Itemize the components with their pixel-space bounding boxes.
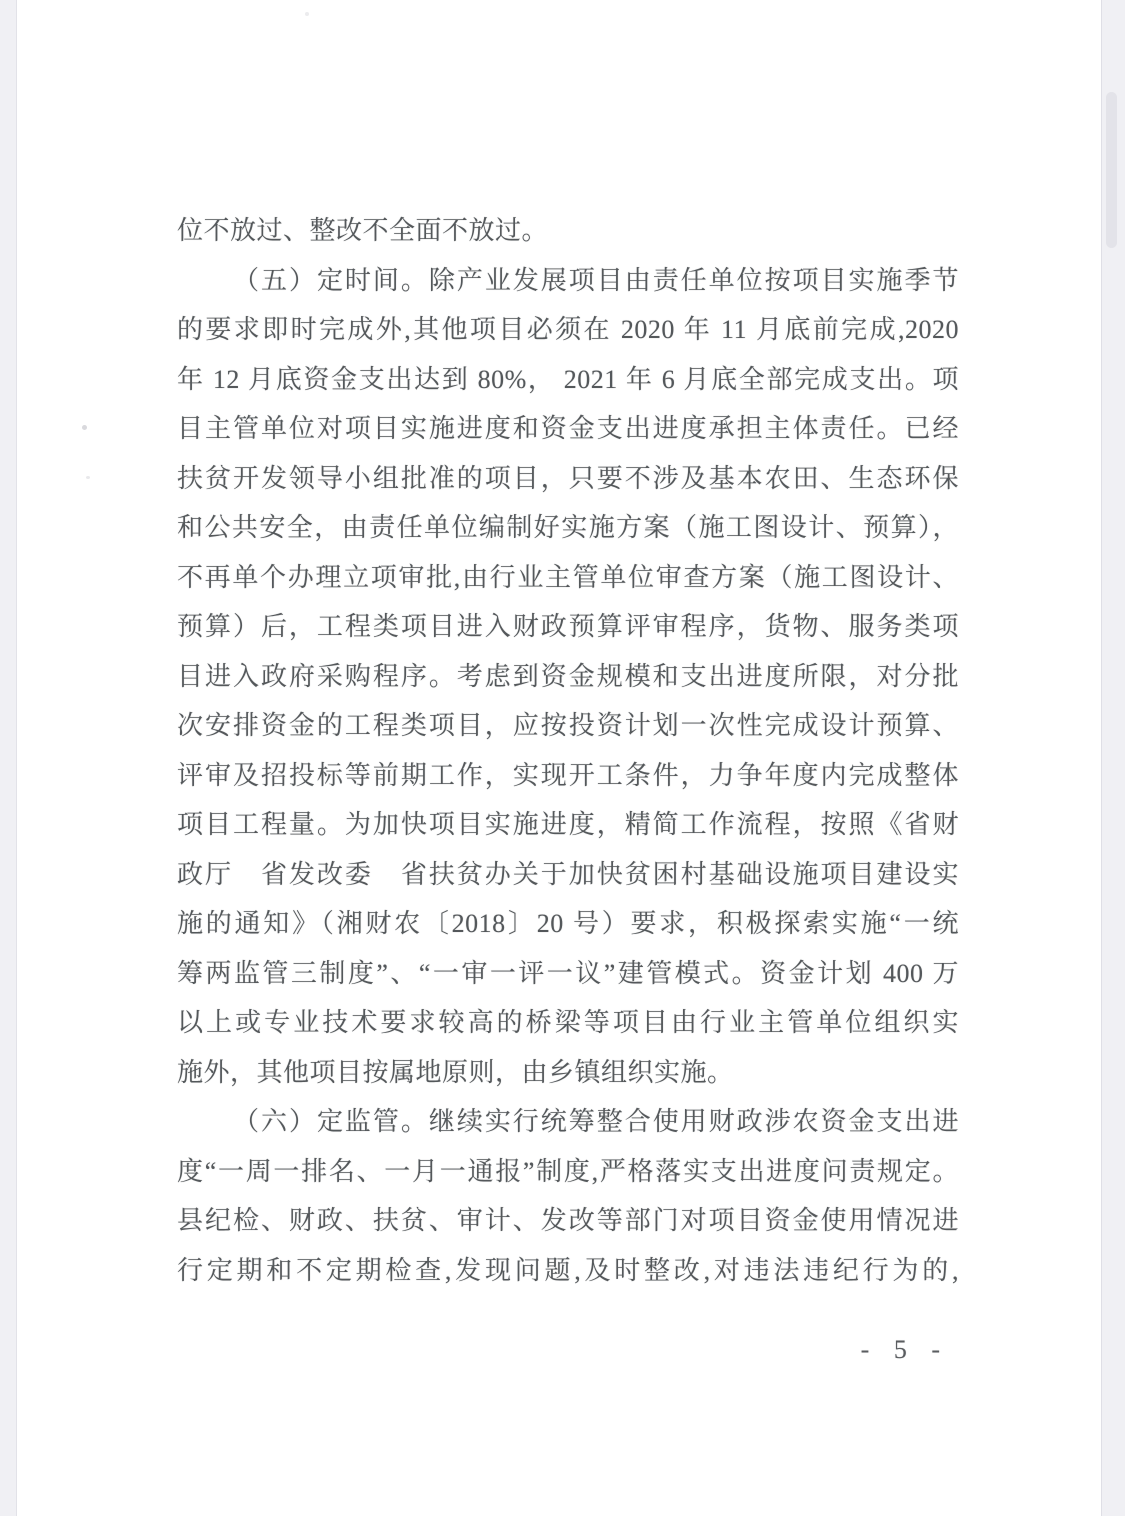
body-text-line: （五）定时间。除产业发展项目由责任单位按项目实施季节 (233, 265, 959, 295)
body-text-line: 位不放过、整改不全面不放过。 (177, 216, 549, 245)
body-text-line: 度“一周一排名、一月一通报”制度,严格落实支出进度问责规定。 (177, 1156, 959, 1186)
body-text-line: 扶贫开发领导小组批准的项目，只要不涉及基本农田、生态环保 (177, 463, 959, 493)
body-text-line: 政厅 省发改委 省扶贫办关于加快贫困村基础设施项目建设实 (177, 859, 959, 889)
body-text-line: 县纪检、财政、扶贫、审计、发改等部门对项目资金使用情况进 (177, 1206, 959, 1235)
body-text-line: 评审及招投标等前期工作，实现开工条件，力争年度内完成整体 (177, 760, 959, 790)
body-text-line: 不再单个办理立项审批,由行业主管单位审查方案（施工图设计、 (177, 562, 959, 592)
body-text-line: 筹两监管三制度”、“一审一评一议”建管模式。资金计划 400 万 (177, 958, 959, 988)
body-text-line: 预算）后，工程类项目进入财政预算评审程序，货物、服务类项 (177, 612, 959, 641)
page-number: - 5 - (860, 1335, 949, 1364)
body-text-line: 目主管单位对项目实施进度和资金支出进度承担主体责任。已经 (177, 414, 959, 443)
body-text-line: 项目工程量。为加快项目实施进度，精简工作流程，按照《省财 (177, 810, 959, 839)
body-text-line: 施外，其他项目按属地原则，由乡镇组织实施。 (177, 1057, 734, 1087)
vertical-scrollbar-thumb[interactable] (1106, 92, 1117, 248)
document-body-text (177, 0, 959, 1295)
body-text-line: 施的通知》（湘财农〔2018〕20 号）要求，积极探索实施“一统 (177, 909, 959, 938)
body-text-line: 以上或专业技术要求较高的桥梁等项目由行业主管单位组织实 (177, 1008, 959, 1037)
body-text-line: 的要求即时完成外,其他项目必须在 2020 年 11 月底前完成,2020 (177, 315, 959, 344)
scan-artifact-speck (82, 425, 87, 430)
body-text-line: 次安排资金的工程类项目，应按投资计划一次性完成设计预算、 (177, 711, 959, 740)
body-text-line: 行定期和不定期检查,发现问题,及时整改,对违法违纪行为的, (177, 1255, 959, 1285)
body-text-line: （六）定监管。继续实行统筹整合使用财政涉农资金支出进 (233, 1107, 959, 1136)
body-text-line: 目进入政府采购程序。考虑到资金规模和支出进度所限，对分批 (177, 661, 959, 691)
body-text-line: 年 12 月底资金支出达到 80%， 2021 年 6 月底全部完成支出。项 (177, 364, 959, 394)
scanned-document-page (16, 0, 1102, 1516)
body-text-line: 和公共安全，由责任单位编制好实施方案（施工图设计、预算）， (177, 513, 959, 542)
scan-artifact-speck (86, 476, 90, 479)
